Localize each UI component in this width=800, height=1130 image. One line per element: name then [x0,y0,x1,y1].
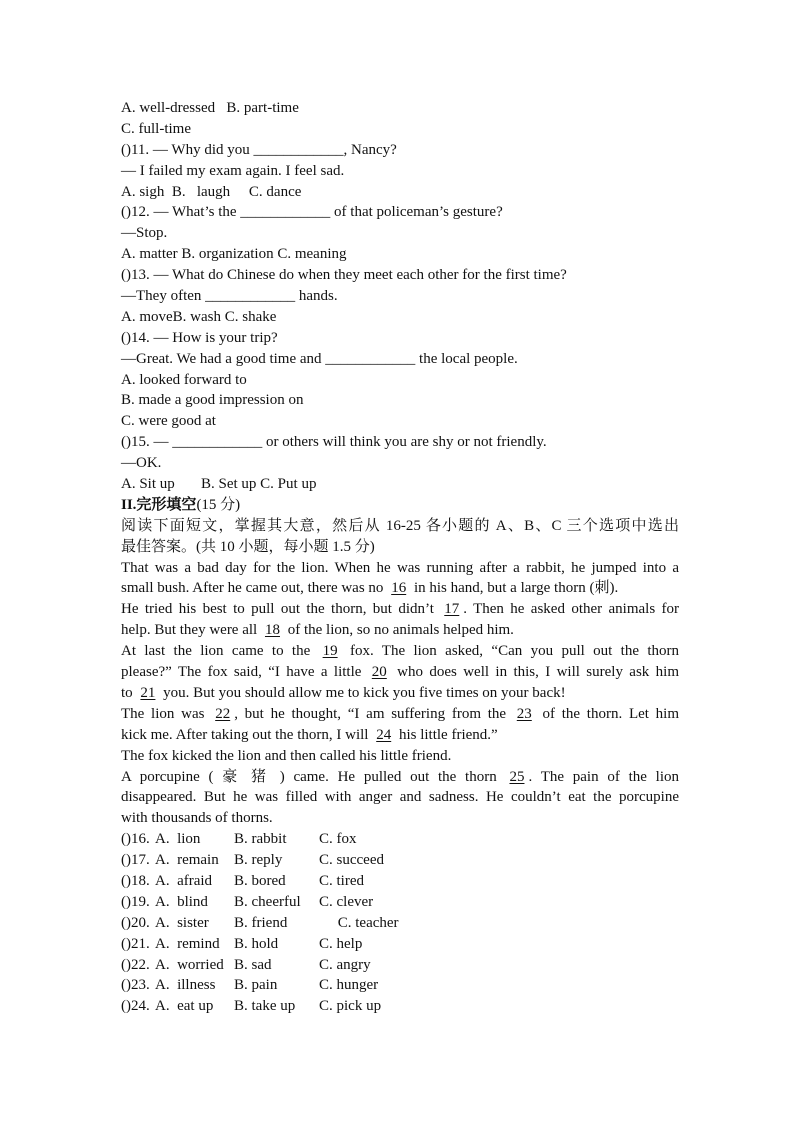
q14-reply: —Great. We had a good time and ____________ the local people. [121,350,518,367]
blank-20: 20 [371,664,387,681]
option-a: A. remain [155,852,219,869]
option-b: B. bored [234,872,286,889]
option-b: B. pain [234,977,278,994]
option-a: A. sister [155,914,209,931]
option-number: ()22. [121,956,150,973]
q15-stem: ()15. — ____________ or others will think you are shy or not friendly. [121,434,547,451]
blank-25: 25 [509,768,525,785]
option-c: C. help [319,935,363,952]
option-row [121,955,679,976]
option-a: A. blind [155,893,208,910]
passage-text: A porcupine ( 豪 猪 ) came. He pulled out the thorn [121,768,506,785]
option-number: ()21. [121,935,150,952]
blank-21: 21 [140,684,156,701]
passage-line [121,641,679,662]
option-row [121,850,679,871]
option-number: ()19. [121,893,150,910]
worksheet-page [121,98,679,1017]
option-c: C. clever [319,893,374,910]
q15-options: A. Sit up B. Set up C. Put up [121,476,317,493]
passage-line [121,578,679,599]
passage-text: . Then he asked other animals for [463,601,680,618]
passage-text: of the lion, so no animals helped him. [283,622,514,639]
passage-line [121,599,679,620]
q13-reply: —They often ____________ hands. [121,288,338,305]
option-row [121,934,679,955]
option-row [121,871,679,892]
blank-16: 16 [391,580,407,597]
option-c: C. fox [319,831,357,848]
q14-stem: ()14. — How is your trip? [121,329,278,346]
passage-text: He tried his best to pull out the thorn, but didn’t [121,601,441,618]
passage-line [121,683,679,704]
option-b: B. hold [234,935,279,952]
passage-line: That was a bad day for the lion. When he was running after a rabbit, he jumped into a [121,559,679,576]
passage-text: his little friend.” [395,726,498,743]
q14-option-b: B. made a good impression on [121,392,304,409]
option-row [121,829,679,850]
passage-text: , but he thought, “I am suffering from the [234,705,513,722]
option-c: C. angry [319,956,371,973]
option-number: ()18. [121,872,150,889]
passage-text: in his hand, but a large thorn (刺). [410,580,619,597]
passage-text: who does well in this, I will surely ask him [390,664,680,681]
blank-17: 17 [444,601,460,618]
q12-stem: ()12. — What’s the ____________ of that policeman’s gesture? [121,204,503,221]
option-number: ()16. [121,831,150,848]
option-a: A. worried [155,956,224,973]
passage-text: please?” The fox said, “I have a little [121,664,368,681]
passage-line [121,662,679,683]
option-c: C. tired [319,872,364,889]
q14-option-a: A. looked forward to [121,371,247,388]
passage-line: with thousands of thorns. [121,810,273,827]
passage-text: help. But they were all [121,622,261,639]
q10-options-line2: C. full-time [121,120,191,137]
option-row [121,892,679,913]
q12-reply: —Stop. [121,225,168,242]
passage-text: to [121,684,137,701]
passage-line: disappeared. But he was filled with anger and sadness. He couldn’t eat the porcupine [121,789,679,806]
q11-reply: — I failed my exam again. I feel sad. [121,162,345,179]
section-score: (15 分) [196,496,241,513]
option-a: A. eat up [155,998,214,1015]
section-title: II.完形填空 [121,496,197,513]
passage-text: of the thorn. Let him [535,705,679,722]
q13-stem: ()13. — What do Chinese do when they meet each other for the first time? [121,267,567,284]
passage-line: The fox kicked the lion and then called his little friend. [121,747,452,764]
passage-text: The lion was [121,705,212,722]
option-a: A. afraid [155,872,213,889]
blank-22: 22 [215,705,231,722]
option-a: A. lion [155,831,201,848]
passage-text: small bush. After he came out, there was no [121,580,388,597]
q15-reply: —OK. [121,455,162,472]
option-a: A. remind [155,935,220,952]
option-a: A. illness [155,977,216,994]
q10-options-line1: A. well-dressed B. part-time [121,100,299,116]
passage-text: kick me. After taking out the thorn, I will [121,726,373,743]
passage-line [121,620,679,641]
option-b: B. sad [234,956,272,973]
section-instruction-2: 最佳答案。(共 10 小题，每小题 1.5 分) [121,538,375,555]
option-b: B. friend [234,914,288,931]
blank-23: 23 [516,705,532,722]
option-row [121,996,679,1017]
option-b: B. reply [234,852,283,869]
option-row [121,913,679,934]
option-b: B. take up [234,998,296,1015]
blank-19: 19 [322,643,338,660]
option-number: ()17. [121,852,150,869]
q11-stem: ()11. — Why did you ____________, Nancy? [121,141,397,158]
section-instruction-1: 阅读下面短文，掌握其大意，然后从 16-25 各小题的 A、B、C 三个选项中选出 [121,517,679,534]
option-number: ()23. [121,977,150,994]
option-c: C. pick up [319,998,382,1015]
option-c: C. succeed [319,852,384,869]
passage-line [121,767,679,788]
options-list [121,829,679,1017]
blank-18: 18 [264,622,280,639]
passage-text: fox. The lion asked, “Can you pull out the thorn [341,643,680,660]
passage-line [121,704,679,725]
option-c: C. hunger [319,977,379,994]
q13-options: A. moveB. wash C. shake [121,308,277,325]
q14-option-c: C. were good at [121,413,216,430]
blank-24: 24 [376,726,392,743]
option-b: B. rabbit [234,831,287,848]
option-number: ()24. [121,998,150,1015]
passage-text: At last the lion came to the [121,643,319,660]
passage-line [121,725,679,746]
option-row [121,975,679,996]
option-number: ()20. [121,914,150,931]
section-heading [121,495,679,516]
q11-options: A. sigh B. laugh C. dance [121,183,302,200]
option-c: C. teacher [319,914,399,931]
passage-text: . The pain of the lion [528,768,679,785]
passage-text: you. But you should allow me to kick you five times on your back! [159,684,566,701]
q12-options: A. matter B. organization C. meaning [121,246,347,263]
option-b: B. cheerful [234,893,301,910]
